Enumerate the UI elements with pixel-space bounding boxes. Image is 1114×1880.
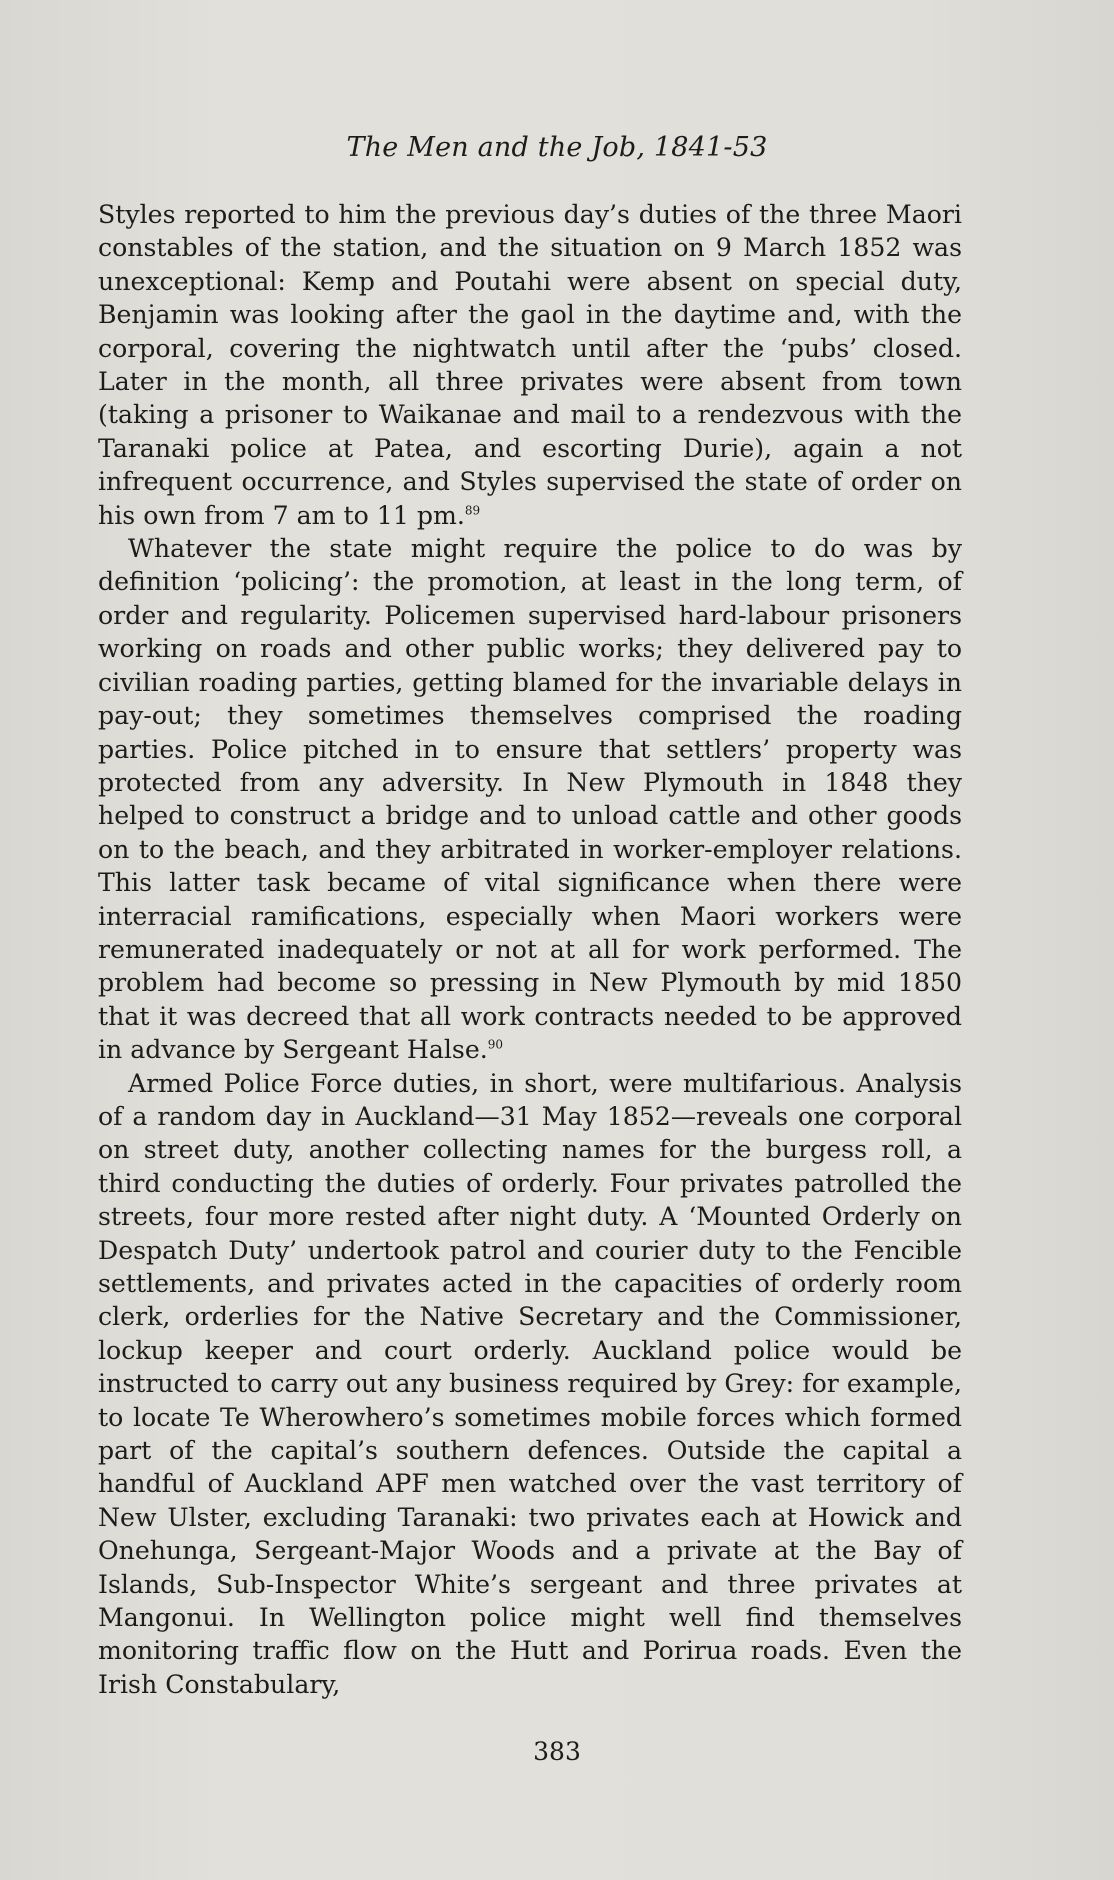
paragraph-text: Styles reported to him the previous day’s duties of the three Maori constables of the station, and the situation on 9 March 1852 was unexceptional: Kemp and Poutahi were absent on special duty, Benjamin was looking after the gaol in the daytime and, with the corporal, covering the nightwatch until after the ‘pubs’ closed. Later in the month, all three privates were absent from town (taking a prisoner to Waikanae and mail to a rendezvous with the Taranaki police at Patea, and escorting Durie), again a not infrequent occurrence, and Styles supervised the state of order on his own from 7 am to 11 pm. [98, 200, 962, 530]
footnote-ref-90: 90 [487, 1037, 504, 1052]
page-number: 383 [533, 1737, 581, 1766]
paragraph-3 [98, 1067, 962, 1702]
footnote-ref-89: 89 [464, 503, 481, 518]
body-text [98, 198, 962, 1701]
paragraph-text: Armed Police Force duties, in short, were multifarious. Analysis of a random day in Auckland—31 May 1852—reveals one corporal on street duty, another collecting names for the burgess roll, a third conducting the duties of orderly. Four privates patrolled the streets, four more rested after night duty. A ‘Mounted Orderly on Despatch Duty’ undertook patrol and courier duty to the Fencible settlements, and privates acted in the capacities of orderly room clerk, orderlies for the Native Secretary and the Commissioner, lockup keeper and court orderly. Auckland police would be instructed to carry out any business required by Grey: for example, to locate Te Wherowhero’s sometimes mobile forces which formed part of the capital’s southern defences. Outside the capital a handful of Auckland APF men watched over the vast territory of New Ulster, excluding Taranaki: two privates each at Howick and Onehunga, Sergeant-Major Woods and a private at the Bay of Islands, Sub-Inspector White’s sergeant and three privates at Mangonui. In Wellington police might well find themselves monitoring traffic flow on the Hutt and Porirua roads. Even the Irish Constabulary, [98, 1068, 962, 1699]
paragraph-2 [98, 532, 962, 1067]
paragraph-1 [98, 198, 962, 532]
running-head: The Men and the Job, 1841-53 [346, 132, 768, 163]
paragraph-text: Whatever the state might require the police to do was by definition ‘policing’: the promotion, at least in the long term, of order and regularity. Policemen supervised hard-labour prisoners working on roads and other public works; they delivered pay to civilian roading parties, getting blamed for the invariable delays in pay-out; they sometimes themselves comprised the roading parties. Police pitched in to ensure that settlers’ property was protected from any adversity. In New Plymouth in 1848 they helped to construct a bridge and to unload cattle and other goods on to the beach, and they arbitrated in worker-employer relations. This latter task became of vital significance when there were interracial ramifications, especially when Maori workers were remunerated inadequately or not at all for work performed. The problem had become so pressing in New Plymouth by mid 1850 that it was decreed that all work contracts needed to be approved in advance by Sergeant Halse. [98, 534, 962, 1065]
